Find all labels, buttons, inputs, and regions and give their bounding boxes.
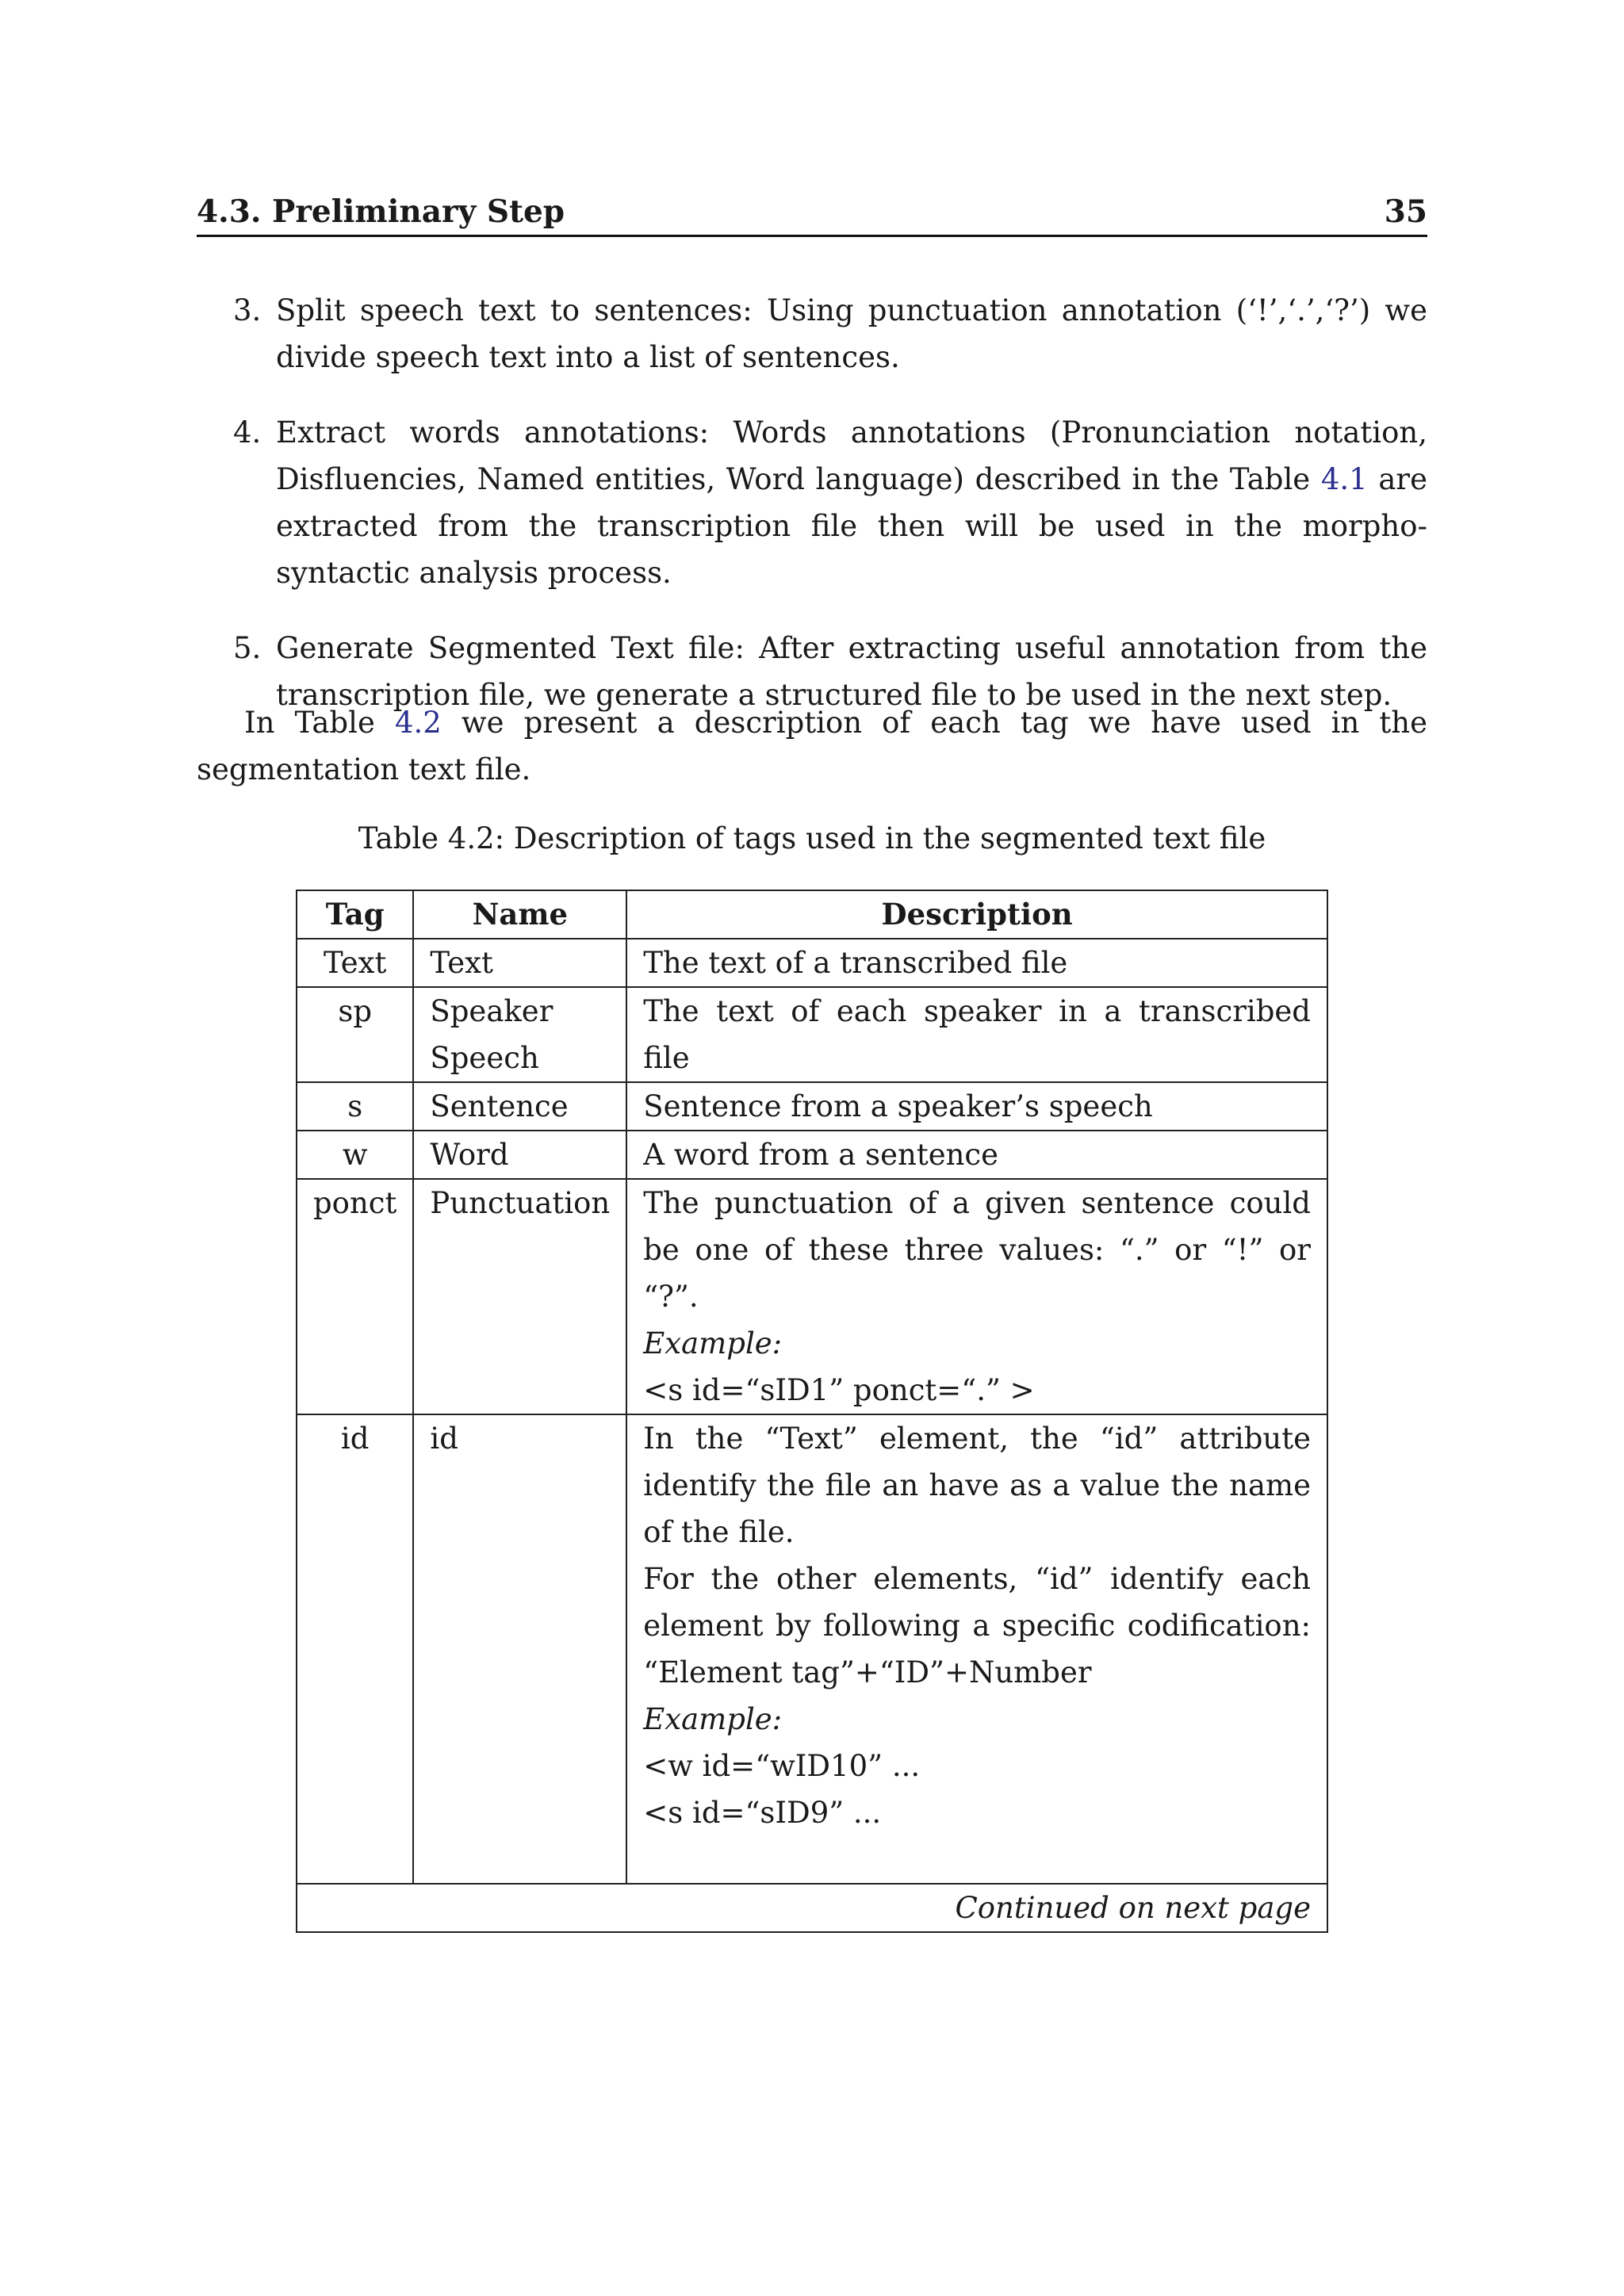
table-header-row <box>297 890 1327 939</box>
description-cell: The punctuation of a given sentence could be one of these three values: “.” or “!” or “?”. Example: <s id=“sID1” ponct=“.” > <box>626 1179 1327 1414</box>
code-example: <w id=“wID10” ... <box>643 1749 921 1783</box>
name-cell: id <box>413 1414 626 1884</box>
tag-cell: ponct <box>297 1179 413 1414</box>
name-cell: Speaker Speech <box>413 987 626 1082</box>
list-item: 3. Split speech text to sentences: Using punctuation annotation (‘!’,‘.’,‘?’) we divide speech text into a list of sentences. <box>233 293 1427 374</box>
tag-cell: s <box>297 1082 413 1131</box>
tag-cell: sp <box>297 987 413 1082</box>
name-cell: Sentence <box>413 1082 626 1131</box>
body-paragraph: In Table 4.2 we present a description of each tag we have used in the segmentation text file. <box>197 706 1428 786</box>
table-row <box>297 987 1327 1082</box>
table-reference-link[interactable]: 4.1 <box>1320 462 1368 496</box>
table-footer-row <box>297 1884 1327 1932</box>
table-row <box>297 939 1327 987</box>
code-example: <s id=“sID9” ... <box>643 1796 882 1830</box>
description-cell: A word from a sentence <box>626 1131 1327 1179</box>
table-row <box>297 1131 1327 1179</box>
section-title: 4.3. Preliminary Step <box>197 193 565 230</box>
example-label: Example: <box>643 1702 783 1736</box>
continued-note: Continued on next page <box>297 1884 1327 1932</box>
example-label: Example: <box>643 1326 783 1360</box>
list-item: 5. Generate Segmented Text file: After extracting useful annotation from the transcription file, we generate a structured file to be used in the next step. <box>233 631 1427 712</box>
running-header <box>197 190 1427 237</box>
name-cell: Word <box>413 1131 626 1179</box>
tags-table <box>296 890 1328 1933</box>
description-cell: In the “Text” element, the “id” attribute identify the file an have as a value the name of the file. For the other elements, “id” identify each element by following a specific codification: “Element tag”+“ID”+Number Example: <w id=“wID10” ... <s id=“sID9” ... <box>626 1414 1327 1884</box>
list-item: 4. Extract words annotations: Words annotations (Pronunciation notation, Disfluencies, Named entities, Word language) described in the Table 4.1 are extracted from the transcription file then will be used in the morpho-syntactic analysis process. <box>233 415 1428 590</box>
description-cell: The text of each speaker in a transcribed file <box>626 987 1327 1082</box>
name-cell: Punctuation <box>413 1179 626 1414</box>
table-row <box>297 1082 1327 1131</box>
table-caption: Table 4.2: Description of tags used in the segmented text file <box>358 821 1266 855</box>
tag-cell: id <box>297 1414 413 1884</box>
code-example: <s id=“sID1” ponct=“.” > <box>643 1373 1035 1407</box>
tag-cell: w <box>297 1131 413 1179</box>
table-row <box>297 1179 1327 1414</box>
column-header: Description <box>626 890 1327 939</box>
description-cell: The text of a transcribed file <box>626 939 1327 987</box>
name-cell: Text <box>413 939 626 987</box>
enumerated-list <box>197 287 1427 747</box>
column-header: Name <box>413 890 626 939</box>
page-number: 35 <box>1384 193 1427 230</box>
description-cell: Sentence from a speaker’s speech <box>626 1082 1327 1131</box>
column-header: Tag <box>297 890 413 939</box>
table-reference-link[interactable]: 4.2 <box>394 706 442 740</box>
tag-cell: Text <box>297 939 413 987</box>
table-row <box>297 1414 1327 1884</box>
